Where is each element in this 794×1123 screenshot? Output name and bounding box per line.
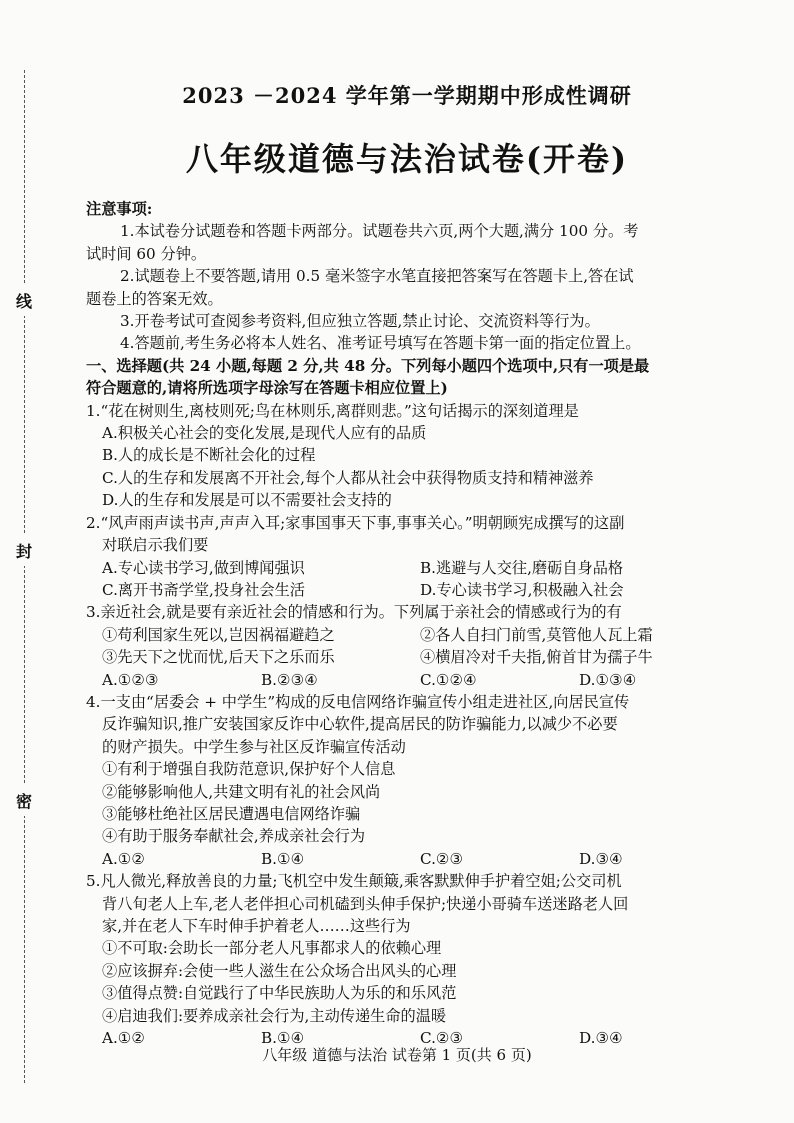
exam-body	[86, 198, 738, 1049]
statement-item: ①不可取:会助长一部分老人凡事都求人的依赖心理	[102, 939, 442, 958]
notice-item: 1.本试卷分试题卷和答题卡两部分。试题卷共六页,两个大题,满分 100 分。考	[120, 222, 639, 241]
statement-item: ③能够杜绝社区居民遭遇电信网络诈骗	[102, 804, 361, 823]
question-5	[86, 870, 738, 1049]
statement-item: ②能够影响他人,共建文明有礼的社会风尚	[102, 782, 381, 801]
binding-margin	[0, 0, 50, 1123]
question-1	[86, 400, 738, 512]
question-stem: 背八旬老人上车,老人老伴担心司机磕到头伸手保护;快递小哥骑车送迷路老人回	[102, 894, 629, 913]
statement-item: ③值得点赞:自觉践行了中华民族助人为乐的和乐风范	[102, 984, 457, 1003]
question-stem: 对联启示我们要	[102, 536, 209, 555]
binding-dashed-line	[24, 70, 25, 1083]
option-c: C.②③	[420, 1029, 464, 1048]
option-d: D.①③④	[579, 670, 637, 689]
option-d: D.③④	[579, 1029, 623, 1048]
section-heading: 一、选择题(共 24 小题,每题 2 分,共 48 分。下列每小题四个选项中,只有一项是最	[86, 356, 650, 375]
binding-mark-secret: 密	[16, 785, 32, 816]
statement-item: ④横眉冷对千夫指,俯首甘为孺子牛	[420, 648, 653, 667]
question-stem: 家,并在老人下车时伸手护着老人……这些行为	[102, 917, 411, 935]
question-2	[86, 512, 738, 602]
notice-item: 2.试题卷上不要答题,请用 0.5 毫米签字水笔直接把答案写在答题卡上,答在试	[120, 267, 634, 286]
question-3	[86, 601, 738, 691]
option-c: C.离开书斋学堂,投身社会生活	[102, 580, 305, 599]
option-d: D.③④	[579, 849, 623, 868]
statement-item: ④有助于服务奉献社会,养成亲社会行为	[102, 827, 366, 846]
binding-mark-line: 线	[16, 285, 32, 316]
question-stem: 5.凡人微光,释放善良的力量;飞机空中发生颠簸,乘客默默伸手护着空姐;公交司机	[86, 872, 622, 891]
question-stem: 的财产损失。中学生参与社区反诈骗宣传活动	[102, 737, 406, 756]
statement-item: ④启迪我们:要养成亲社会行为,主动传递生命的温暖	[102, 1006, 447, 1025]
option-a: A.①②	[102, 849, 146, 868]
option-b: B.人的成长是不断社会化的过程	[102, 446, 316, 465]
question-stem: 3.亲近社会,就是要有亲近社会的情感和行为。下列属于亲社会的情感或行为的有	[86, 603, 622, 622]
option-d: D.专心读书学习,积极融入社会	[420, 580, 624, 599]
question-stem: 4.一支由“居委会 + 中学生”构成的反电信网络诈骗宣传小组走进社区,向居民宣传	[86, 692, 630, 711]
question-4	[86, 691, 738, 870]
exam-title: 八年级道德与法治试卷(开卷)	[185, 140, 629, 178]
statement-item: ②应该摒弃:会使一些人滋生在公众场合出风头的心理	[102, 961, 457, 980]
option-b: B.②③④	[261, 670, 318, 689]
exam-subtitle: 2023 －2024 学年第一学期期中形成性调研	[182, 83, 632, 108]
option-b: B.①④	[261, 1029, 305, 1048]
option-d: D.人的生存和发展是可以不需要社会支持的	[102, 491, 392, 510]
question-stem: 1.“花在树则生,离枝则死;鸟在林则乐,离群则悲。”这句话揭示的深刻道理是	[86, 401, 579, 420]
notice-item: 4.答题前,考生务必将本人姓名、准考证号填写在答题卡第一面的指定位置上。	[120, 334, 641, 353]
option-c: C.①②④	[420, 670, 477, 689]
statement-item: ①苟利国家生死以,岂因祸福避趋之	[102, 625, 335, 644]
option-a: A.①②	[102, 1029, 146, 1048]
option-b: B.逃避与人交往,磨砺自身品格	[420, 558, 624, 577]
option-a: A.专心读书学习,做到博闻强识	[102, 558, 305, 577]
notice-item: 试时间 60 分钟。	[86, 244, 207, 263]
statement-item: ③先天下之忧而忧,后天下之乐而乐	[102, 648, 335, 667]
notice-item: 题卷上的答案无效。	[86, 289, 223, 308]
binding-mark-seal: 封	[16, 535, 32, 566]
question-stem: 反诈骗知识,推广安装国家反诈中心软件,提高居民的防诈骗能力,以减少不必要	[102, 715, 618, 734]
statement-item: ①有利于增强自我防范意识,保护好个人信息	[102, 760, 396, 779]
statement-item: ②各人自扫门前雪,莫管他人瓦上霜	[420, 625, 653, 644]
question-stem: 2.“风声雨声读书声,声声入耳;家事国事天下事,事事关心。”明朝顾宪成撰写的这副	[86, 513, 625, 532]
option-a: A.①②③	[102, 670, 159, 689]
option-c: C.人的生存和发展离不开社会,每个人都从社会中获得物质支持和精神滋养	[102, 468, 594, 487]
notice-item: 3.开卷考试可查阅参考资料,但应独立答题,禁止讨论、交流资料等行为。	[120, 312, 600, 331]
option-c: C.②③	[420, 849, 464, 868]
notice-heading: 注意事项:	[86, 200, 153, 218]
section-heading: 符合题意的,请将所选项字母涂写在答题卡相应位置上)	[86, 379, 448, 398]
page-footer: 八年级 道德与法治 试卷第 1 页(共 6 页)	[262, 1046, 532, 1064]
option-a: A.积极关心社会的变化发展,是现代人应有的品质	[102, 424, 427, 443]
option-b: B.①④	[261, 849, 305, 868]
